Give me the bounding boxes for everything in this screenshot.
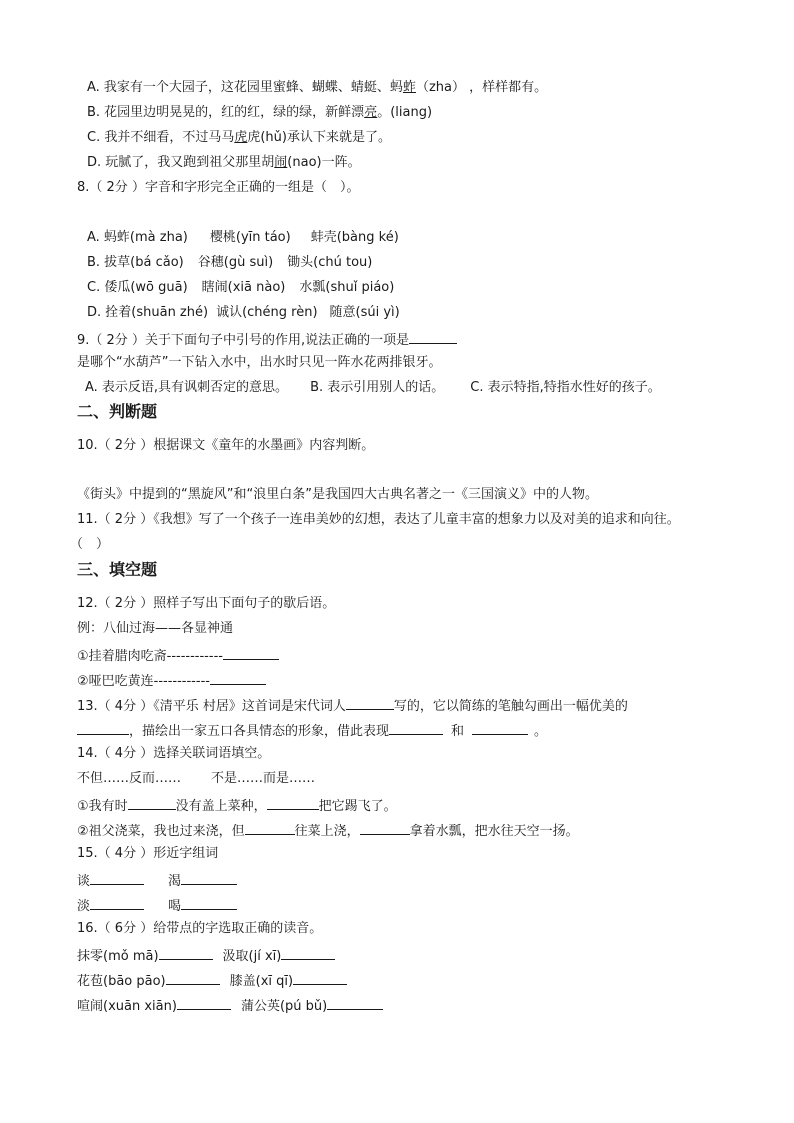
- q8-c-word3: 水瓢(shuǐ piáo): [299, 280, 395, 295]
- q15-char4: 喝: [168, 899, 182, 914]
- q16-word2: 汲取(jí xī): [222, 949, 282, 964]
- section-heading-fill: 三、填空题: [77, 560, 158, 579]
- q7-option-b-text: B. 花园里边明晃晃的，红的红，绿的绿，新鲜漂: [87, 105, 365, 120]
- q9-option-c[interactable]: C. 表示特指,特指水性好的孩子。: [470, 380, 661, 395]
- q13-line1: [77, 695, 628, 716]
- q14-item2-text-c: 拿着水瓢，把水往天空一扬。: [409, 824, 579, 839]
- q14-item1-text-b: 没有盖上菜种，: [175, 799, 267, 814]
- q15-char2: 渴: [168, 874, 182, 889]
- q7-option-a-pinyin: （zha） ，样样都有。: [415, 80, 548, 95]
- q14-choice-a: 不但……反而……: [77, 771, 182, 786]
- q13-line2-and: 和: [451, 724, 465, 739]
- q12-stem: 12.（ 2分 ）照样子写出下面句子的歇后语。: [77, 596, 336, 611]
- q16-row1: [77, 945, 335, 966]
- q13-line2-end: 。: [534, 724, 548, 739]
- q14-item2-blank1[interactable]: [245, 820, 295, 835]
- q15-char3: 淡: [77, 899, 91, 914]
- q12-item2: [77, 670, 266, 691]
- q7-option-c-char: 虎: [234, 130, 248, 145]
- q14-item1-blank2[interactable]: [267, 795, 319, 810]
- q13-line1-text-b: 写的，它以简练的笔触勾画出一幅优美的: [393, 699, 628, 714]
- q15-blank4[interactable]: [181, 895, 237, 910]
- q13-blank-express1[interactable]: [389, 720, 443, 735]
- q16-stem: 16.（ 6分 ）给带点的字选取正确的读音。: [77, 921, 323, 936]
- q14-item1-blank1[interactable]: [128, 795, 176, 810]
- q16-blank1[interactable]: [159, 945, 213, 960]
- q8-a-word1: A. 蚂蚱(mà zha): [87, 230, 188, 245]
- q14-item1-text-c: 把它踢飞了。: [318, 799, 397, 814]
- q8-d-word1: D. 拴着(shuān zhé): [87, 305, 209, 320]
- q7-option-b: [87, 104, 432, 122]
- q10-stem: 10.（ 2分 ）根据课文《童年的水墨画》内容判断。: [77, 438, 375, 453]
- q16-blank6[interactable]: [327, 995, 383, 1010]
- q15-blank2[interactable]: [181, 870, 237, 885]
- q14-choice-b: 不是……而是……: [211, 771, 316, 786]
- q8-d-word2: 诚认(chéng rèn): [216, 305, 318, 320]
- q16-word4: 膝盖(xī qī): [229, 974, 294, 989]
- q9-answer-blank[interactable]: [409, 329, 457, 344]
- q12-item1-blank[interactable]: [223, 645, 279, 660]
- q16-blank4[interactable]: [293, 970, 347, 985]
- q13-line1-text-a: 13.（ 4分 ）《清平乐 村居》这首词是宋代词人: [77, 699, 346, 714]
- q14-item1-text-a: ①我有时: [77, 799, 128, 814]
- q12-item1: [77, 645, 279, 666]
- q13-line2: [77, 720, 547, 741]
- q8-option-d: [87, 304, 400, 322]
- q16-word5: 喧闹(xuān xiān): [77, 999, 177, 1014]
- q7-option-a: [87, 79, 547, 97]
- q14-item2-blank2[interactable]: [360, 820, 410, 835]
- q13-blank-poet[interactable]: [346, 695, 394, 710]
- q8-a-word2: 樱桃(yīn táo): [209, 230, 291, 245]
- q14-item1: [77, 795, 397, 816]
- q11-stem: 11.（ 2分 ）《我想》写了一个孩子一连串美妙的幻想，表达了儿童丰富的想象力以及对美的追求和向往。: [77, 512, 680, 527]
- q7-option-c-text: C. 我并不细看，不过马马: [87, 130, 235, 145]
- q8-d-word3: 随意(súi yì): [329, 305, 400, 320]
- q11-answer-paren[interactable]: （ ）: [70, 537, 110, 552]
- q8-b-word2: 谷穗(gù suì): [197, 255, 274, 270]
- q7-option-d-pinyin: (nao)一阵。: [287, 155, 361, 170]
- q13-line2-text-a: ，描绘出一家五口各具情态的形象，借此表现: [129, 724, 390, 739]
- q14-stem: 14.（ 4分 ）选择关联词语填空。: [77, 746, 271, 761]
- q9-sentence: 是哪个“水葫芦”一下钻入水中，出水时只见一阵水花两排银牙。: [77, 355, 442, 370]
- q16-word6: 蒲公英(pú bǔ): [240, 999, 328, 1014]
- q8-option-c: [87, 279, 394, 297]
- q14-item2-text-a: ②祖父浇菜，我也过来浇，但: [77, 824, 245, 839]
- q8-a-word3: 蚌壳(bàng ké): [310, 230, 399, 245]
- q15-char1: 谈: [77, 874, 91, 889]
- q12-item2-text: ②哑巴吃黄连------------: [77, 674, 210, 689]
- q16-blank3[interactable]: [166, 970, 220, 985]
- q9-stem: [77, 329, 457, 350]
- q16-word3: 花苞(bāo pāo): [77, 974, 166, 989]
- q8-c-word1: C. 倭瓜(wō guā): [87, 280, 188, 295]
- q7-option-d: [87, 154, 361, 172]
- q16-row3: [77, 995, 383, 1016]
- section-heading-judgement: 二、判断题: [77, 402, 158, 421]
- q7-option-d-char: 闹: [274, 155, 288, 170]
- q8-b-word1: B. 拔草(bá cǎo): [87, 255, 184, 270]
- q16-blank5[interactable]: [177, 995, 231, 1010]
- q7-option-c: [87, 129, 391, 147]
- q7-option-d-text: D. 玩腻了，我又跑到祖父那里胡: [87, 155, 275, 170]
- q7-option-a-text: A. 我家有一个大园子，这花园里蜜蜂、蝴蝶、蜻蜓、蚂: [87, 80, 403, 95]
- q13-blank-express2[interactable]: [472, 720, 528, 735]
- q12-item1-text: ①挂着腊肉吃斋------------: [77, 649, 223, 664]
- q8-b-word3: 锄头(chú tou): [287, 255, 373, 270]
- q13-blank-scene[interactable]: [77, 720, 129, 735]
- q14-item2-text-b: 往菜上浇，: [294, 824, 360, 839]
- q15-stem: 15.（ 4分 ）形近字组词: [77, 846, 219, 861]
- q7-option-a-char: 蚱: [402, 80, 416, 95]
- q16-blank2[interactable]: [281, 945, 335, 960]
- q8-option-a: [87, 229, 399, 247]
- q9-option-a[interactable]: A. 表示反语,具有讽刺否定的意思。: [85, 380, 289, 395]
- q12-example: 例：八仙过海——各显神通: [77, 621, 234, 636]
- q16-word1: 抹零(mǒ mā): [77, 949, 159, 964]
- q12-item2-blank[interactable]: [210, 670, 266, 685]
- q15-row2: [77, 895, 237, 916]
- q9-options: [85, 379, 661, 397]
- q14-choices: [77, 770, 315, 788]
- q8-option-b: [87, 254, 372, 272]
- q7-option-b-pinyin: 。(liang): [377, 105, 433, 120]
- q7-option-c-pinyin: 虎(hǔ): [247, 130, 287, 145]
- q15-row1: [77, 870, 237, 891]
- q9-stem-text: 9.（ 2分 ）关于下面句子中引号的作用,说法正确的一项是: [77, 333, 410, 348]
- q9-option-b[interactable]: B. 表示引用别人的话。: [310, 380, 445, 395]
- q7-option-b-char: 亮: [364, 105, 378, 120]
- q16-row2: [77, 970, 347, 991]
- q10-statement: 《街头》中提到的“黑旋风”和“浪里白条”是我国四大古典名著之一《三国演义》中的人物。: [77, 487, 598, 502]
- q14-item2: [77, 820, 579, 841]
- q15-blank1[interactable]: [90, 870, 144, 885]
- q7-option-c-rest: 承认下来就是了。: [286, 130, 391, 145]
- q8-stem: 8.（ 2分 ）字音和字形完全正确的一组是（ ）。: [77, 180, 360, 195]
- q8-c-word2: 瞎闹(xiā nào): [201, 280, 286, 295]
- q15-blank3[interactable]: [90, 895, 144, 910]
